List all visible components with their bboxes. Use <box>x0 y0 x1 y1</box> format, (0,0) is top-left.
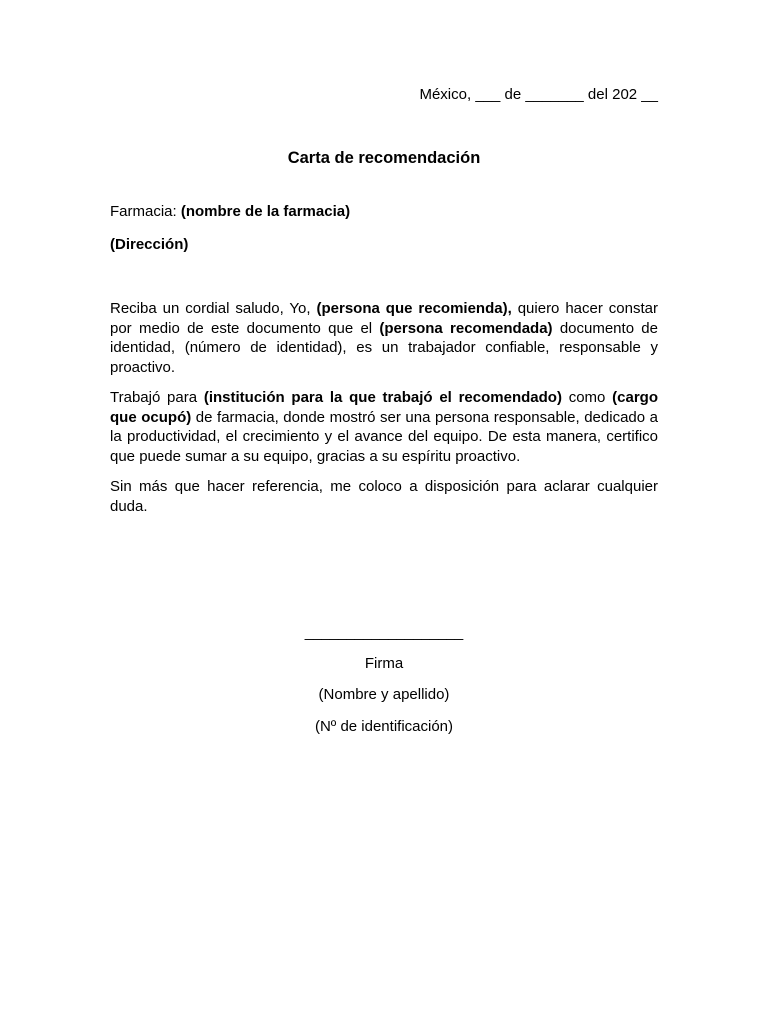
signature-label: Firma <box>364 655 404 672</box>
letter-title: Carta de recomendación <box>287 149 481 167</box>
signature-id: (Nº de identificación) <box>314 718 454 735</box>
address-line <box>110 236 188 253</box>
date-line: México, ___ de _______ del 202 __ <box>419 86 658 103</box>
letter-page <box>110 0 658 1024</box>
p1-recommended: (persona recomendada) <box>379 319 553 337</box>
signature-line: ___________________ <box>304 624 464 641</box>
p2-institution: (institución para la que trabajó el recomendado) <box>203 389 562 406</box>
p1-recommender: (persona que recomienda), <box>316 300 512 317</box>
p2-text-3: de farmacia, donde mostró ser una persona responsable, dedicado a la productividad, el crecimiento y el avance del equipo. De esta manera, certifico que puede sumar a su equipo, gracias a su espíritu proactivo. <box>110 408 658 466</box>
p2-text-1: Trabajó para <box>110 389 204 406</box>
paragraph-work <box>110 388 658 467</box>
p1-text-3: documento de identidad, (número de identidad), es un trabajador confiable, responsable y proactivo. <box>110 319 658 377</box>
pharmacy-label: Farmacia: <box>110 203 181 220</box>
p1-text-2: quiero hacer constar por medio de este documento que el <box>110 300 658 337</box>
signature-name: (Nombre y apellido) <box>318 686 450 703</box>
p2-text-2: como <box>561 389 613 406</box>
address: (Dirección) <box>110 236 189 253</box>
paragraph-closing: Sin más que hacer referencia, me coloco a disposición para aclarar cualquier duda. <box>110 478 658 515</box>
pharmacy-line <box>110 203 350 220</box>
paragraph-greeting <box>110 299 658 378</box>
pharmacy-name: (nombre de la farmacia) <box>180 203 351 220</box>
p1-text-1: Reciba un cordial saludo, Yo, <box>110 300 317 317</box>
p2-position: (cargo que ocupó) <box>110 389 658 426</box>
